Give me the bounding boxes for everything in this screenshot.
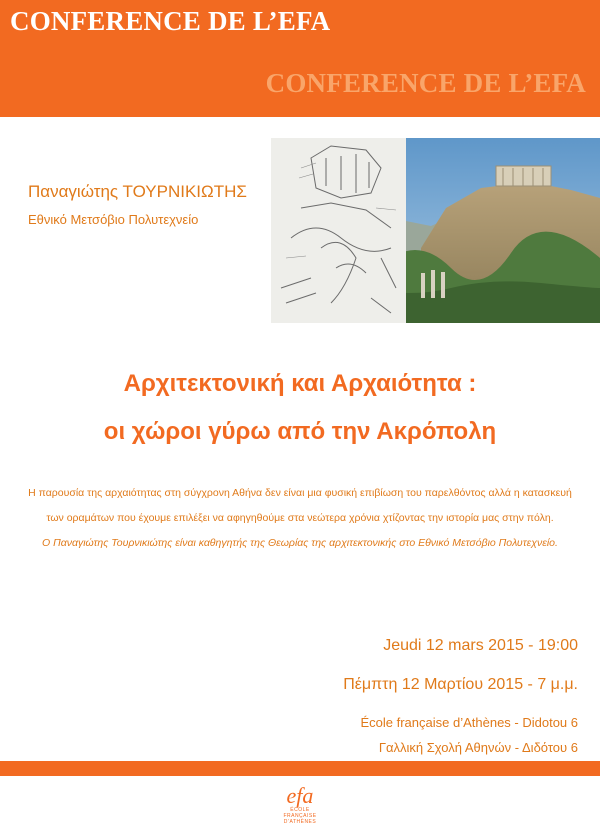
acropolis-collage-image [271, 138, 600, 323]
speaker-affiliation: Εθνικό Μετσόβιο Πολυτεχνείο [28, 212, 199, 227]
collage-illustration [271, 138, 600, 323]
footer-divider-bar [0, 761, 600, 776]
efa-logo-mark: efa [286, 783, 314, 808]
banner-title-secondary: CONFERENCE DE L’EFA [265, 68, 586, 98]
sketch-panel [271, 138, 406, 323]
venue-greek: Γαλλική Σχολή Αθηνών - Διδότου 6 [378, 740, 578, 755]
banner-title-primary: CONFERENCE DE L’EFA [10, 6, 331, 36]
efa-logo-sub-1: ÉCOLE [290, 807, 310, 813]
speaker-name: Παναγιώτης ΤΟΥΡΝΙΚΙΩΤΗΣ [28, 182, 247, 201]
lecture-title-line-1: Αρχιτεκτονική και Αρχαιότητα : [123, 370, 477, 397]
efa-logo-sub-3: D’ATHÈNES [283, 819, 317, 825]
event-date-greek: Πέμπτη 12 Μαρτίου 2015 - 7 μ.μ. [343, 676, 578, 693]
abstract-line-3: Ο Παναγιώτης Τουρνικιώτης είναι καθηγητής της Θεωρίας της αρχιτεκτονικής στο Εθνικό Μετσόβιο Πολυτεχνείο. [42, 537, 558, 549]
venue-french: École française d’Athènes - Didotou 6 [360, 715, 578, 730]
efa-logo-sub-2: FRANÇAISE [283, 813, 317, 819]
lecture-title-line-2: οι χώροι γύρω από την Ακρόπολη [103, 418, 497, 445]
efa-logo [270, 785, 330, 825]
event-date-french: Jeudi 12 mars 2015 - 19:00 [383, 637, 578, 654]
header-banner [0, 0, 600, 117]
abstract-line-2: των οραμάτων που έχουμε επιλέξει να αφηγηθούμε στα νεώτερα χρόνια χτίζοντας την ιστορία μας στην πόλη. [46, 512, 554, 524]
abstract-line-1: Η παρουσία της αρχαιότητας στη σύγχρονη Αθήνα δεν είναι μια φυσική επιβίωση του παρελθόντος αλλά η κατασκευή [28, 487, 572, 499]
